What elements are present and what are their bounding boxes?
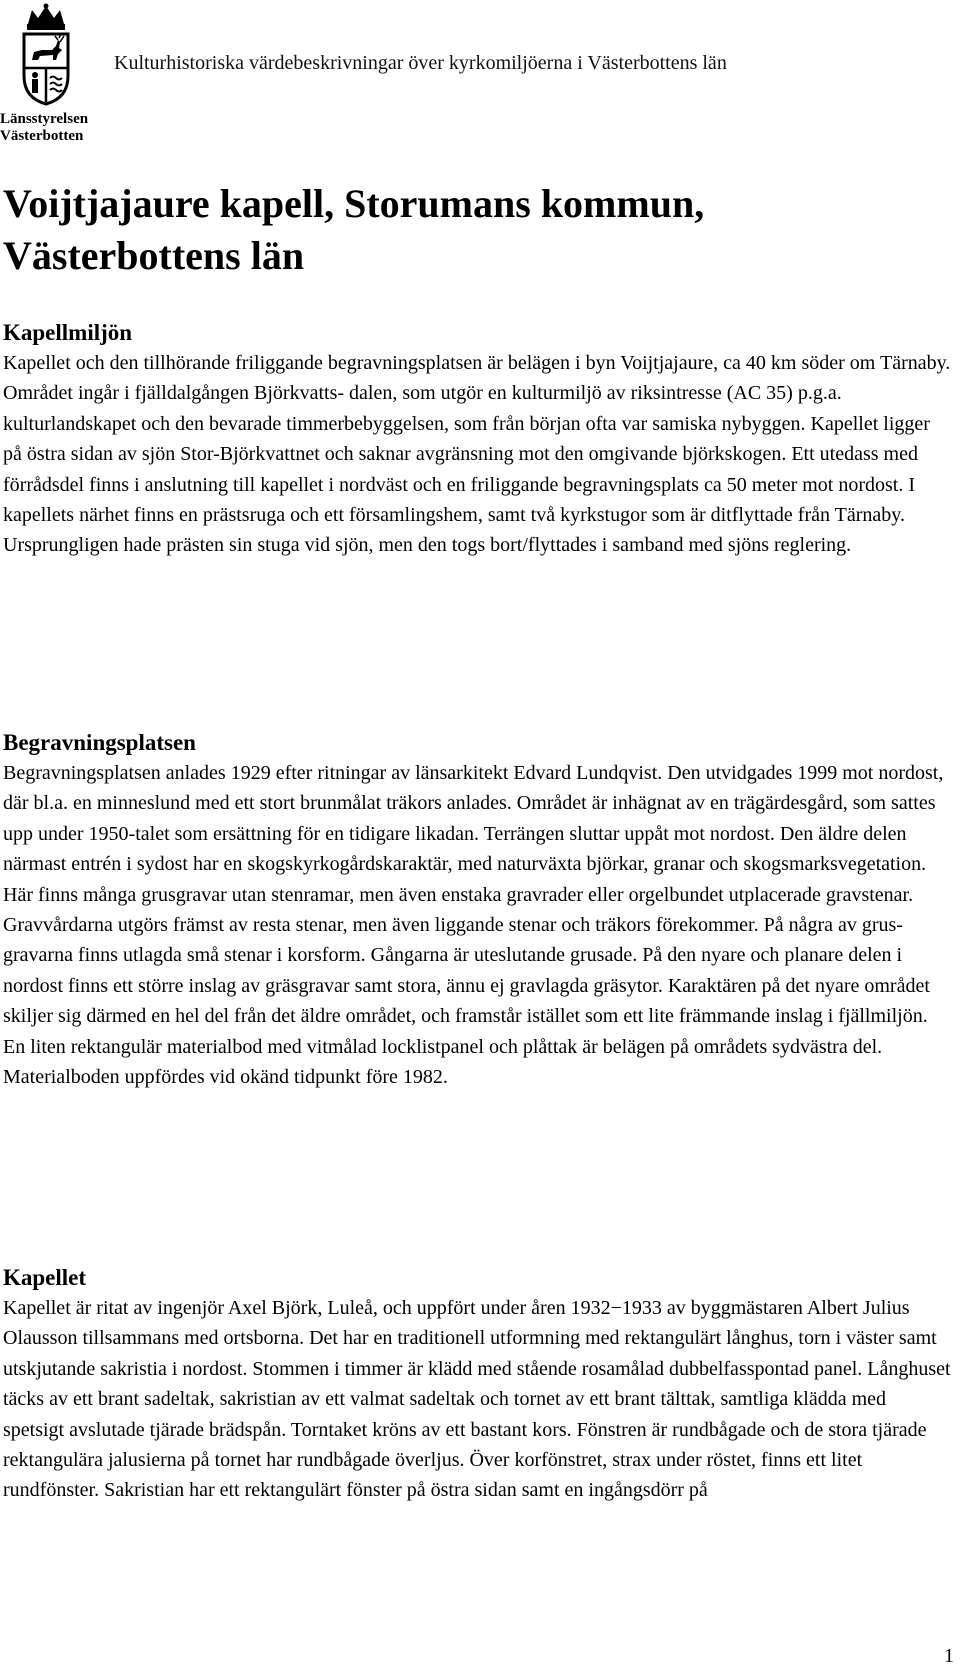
page-number: 1 — [944, 1645, 954, 1667]
section-heading: Begravningsplatsen — [3, 730, 196, 755]
section-begravningsplatsen — [3, 728, 951, 1092]
lansstyrelsen-logo — [0, 0, 100, 146]
running-header: Kulturhistoriska värdebeskrivningar över kyrkomiljöerna i Västerbottens län — [114, 52, 727, 74]
section-heading: Kapellmiljön — [3, 320, 133, 345]
section-body: Begravningsplatsen anlades 1929 efter ritningar av länsarkitekt Edvard Lundqvist. Den utvidgades 1999 mot nordost, där bl.a. en minneslund med ett stort brunmålat träkors anlades. Området är inhägnat av en trägärdesgård, som sattes upp under 1950-talet som ersättning för en tidigare likadan. Terrängen sluttar uppåt mot nordost. Den äldre delen närmast entrén i sydost har en skogskyrkogårdskaraktär, med naturväxta björkar, granar och skogsmarksvegetation. Här finns många grusgravar utan stenramar, men även enstaka gravrader eller orgelbundet utplacerade gravstenar. Gravvårdarna utgörs främst av resta stenar, men även liggande stenar och träkors förekommer. På några av grus- gravarna finns utlagda små stenar i korsform. Gångarna är uteslutande grusade. På den nyare och planare delen i nordost finns ett större inslag av gräsgravar samt stora, ännu ej gravlagda gräsytor. Karaktären på det nyare området skiljer sig därmed en hel del från det äldre området, och framstår istället som ett lite främmande inslag i fjällmiljön. En liten rektangulär materialbod med vitmålad locklistpanel och plåttak är belägen på områdets sydvästra del. Materialboden uppfördes vid okänd tidpunkt före 1982. — [3, 762, 944, 1089]
section-heading: Kapellet — [3, 1265, 87, 1290]
document-title: Voijtjajaure kapell, Storumans kommun, Västerbottens län — [3, 181, 705, 278]
logo-text-line2: Västerbotten — [0, 128, 84, 144]
section-kapellet — [3, 1263, 951, 1506]
logo-text — [0, 111, 88, 145]
section-body: Kapellet och den tillhörande friliggande begravningsplatsen är belägen i byn Voijtjajaure, ca 40 km söder om Tärnaby. Området ingår i fjälldalgången Björkvatts- dalen, som utgör en kulturmiljö av riksintresse (AC 35) p.g.a. kulturlandskapet och den bevarade timmerbebyggelsen, som från början ofta var samiska nybyggen. Kapellet ligger på östra sidan av sjön Stor-Björkvattnet och saknar avgränsning mot den omgivande björkskogen. Ett utedass med förrådsdel finns i anslutning till kapellet i nordväst och en friliggande begravningsplats ca 50 meter mot nordost. I kapellets närhet finns en prästsruga och ett församlingshem, samt två kyrkstugor som är ditflyttade från Tärnaby. Ursprungligen hade prästen sin stuga vid sjön, men den togs bort/flyttades i samband med sjöns reglering. — [3, 352, 951, 557]
section-kapellmiljon — [3, 318, 951, 561]
logo-text-line1: Länsstyrelsen — [0, 111, 89, 127]
county-coat-of-arms-icon — [18, 2, 74, 106]
section-body: Kapellet är ritat av ingenjör Axel Björk, Luleå, och uppfört under åren 1932−1933 av byggmästaren Albert Julius Olausson tillsammans med ortsborna. Det har en traditionell utformning med rektangulärt långhus, torn i väster samt utskjutande sakristia i nordost. Stommen i timmer är klädd med stående rosamålad dubbelfasspontad panel. Långhuset täcks av ett brant sadeltak, sakristian av ett valmat sadeltak och tornet av ett brant tälttak, samtliga klädda med spetsigt avslutade tjärade brädspån. Torntaket kröns av ett bastant kors. Fönstren är rundbågade och de stora tjärade rektangulära jalusierna på tornet har rundbågade överljus. Över korfönstret, strax under röstet, finns ett litet rundfönster. Sakristian har ett rektangulärt fönster på östra sidan samt en ingångsdörr på — [3, 1297, 951, 1502]
